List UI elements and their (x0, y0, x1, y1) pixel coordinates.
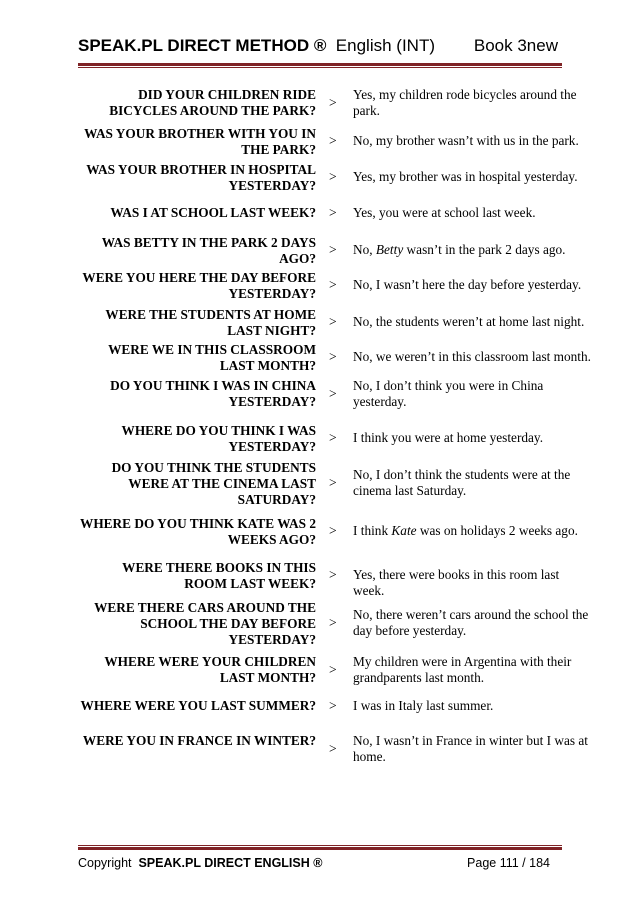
answer-text: Yes, there were books in this room last week. (353, 567, 560, 598)
arrow-marker: > (329, 475, 337, 490)
answer-text: Yes, my brother was in hospital yesterday. (353, 169, 578, 184)
arrow-marker: > (329, 615, 337, 630)
answer-text: No, I don’t think the students were at the cinema last Saturday. (353, 467, 571, 498)
arrow-marker: > (329, 386, 337, 401)
question-text: WERE THE STUDENTS AT HOME LAST NIGHT? (105, 307, 316, 338)
answer-text-start: No, (353, 242, 376, 257)
question-text: WAS YOUR BROTHER WITH YOU IN THE PARK? (84, 126, 316, 157)
arrow-marker: > (329, 741, 337, 756)
question-text: WHERE WERE YOU LAST SUMMER? (80, 698, 316, 713)
answer-name-italic: Kate (391, 523, 417, 538)
answer-text-end: was on holidays 2 weeks ago. (416, 523, 578, 538)
question-text: WERE YOU HERE THE DAY BEFORE YESTERDAY? (82, 270, 316, 301)
question-text: WERE WE IN THIS CLASSROOM LAST MONTH? (108, 342, 316, 373)
answer-text: No, there weren’t cars around the school the day before yesterday. (353, 607, 589, 638)
header-rule-thin (78, 67, 562, 68)
question-text: WERE THERE CARS AROUND THE SCHOOL THE DAY BEFORE YESTERDAY? (94, 600, 316, 647)
question-text: WAS YOUR BROTHER IN HOSPITAL YESTERDAY? (86, 162, 316, 193)
footer-copyright-label: Copyright (78, 856, 132, 870)
answer-text (353, 523, 593, 539)
arrow-marker: > (329, 133, 337, 148)
arrow-marker: > (329, 205, 337, 220)
answer-text: No, my brother wasn’t with us in the park. (353, 133, 579, 148)
answer-text: No, I don’t think you were in China yesterday. (353, 378, 544, 409)
arrow-marker: > (329, 95, 337, 110)
arrow-marker: > (329, 242, 337, 257)
arrow-marker: > (329, 430, 337, 445)
answer-text (353, 242, 593, 258)
arrow-marker: > (329, 277, 337, 292)
answer-text: No, the students weren’t at home last night. (353, 314, 585, 329)
question-text: WHERE DO YOU THINK I WAS YESTERDAY? (121, 423, 316, 454)
answer-text: No, I wasn’t here the day before yesterday. (353, 277, 582, 292)
answer-text: No, we weren’t in this classroom last month. (353, 349, 591, 364)
answer-text: Yes, my children rode bicycles around the park. (353, 87, 577, 118)
arrow-marker: > (329, 314, 337, 329)
answer-text: I think you were at home yesterday. (353, 430, 544, 445)
answer-text: I was in Italy last summer. (353, 698, 494, 713)
question-text: DO YOU THINK THE STUDENTS WERE AT THE CINEMA LAST SATURDAY? (111, 460, 316, 507)
question-text: DO YOU THINK I WAS IN CHINA YESTERDAY? (110, 378, 316, 409)
question-text: DID YOUR CHILDREN RIDE BICYCLES AROUND THE PARK? (109, 87, 316, 118)
arrow-marker: > (329, 349, 337, 364)
page-header (78, 36, 562, 62)
arrow-marker: > (329, 523, 337, 538)
footer-page-number: Page 111 / 184 (467, 856, 550, 870)
answer-text: Yes, you were at school last week. (353, 205, 536, 220)
question-text: WHERE DO YOU THINK KATE WAS 2 WEEKS AGO? (80, 516, 316, 547)
answer-text-end: wasn’t in the park 2 days ago. (403, 242, 566, 257)
answer-text-start: I think (353, 523, 392, 538)
header-title (78, 36, 435, 56)
question-text: WAS I AT SCHOOL LAST WEEK? (110, 205, 316, 220)
footer-copyright-bold: SPEAK.PL DIRECT ENGLISH ® (138, 856, 323, 870)
arrow-marker: > (329, 169, 337, 184)
footer-rule-thin (78, 845, 562, 846)
answer-text: No, I wasn’t in France in winter but I was at home. (353, 733, 588, 764)
arrow-marker: > (329, 567, 337, 582)
question-text: WERE THERE BOOKS IN THIS ROOM LAST WEEK? (122, 560, 316, 591)
header-rule-thick (78, 63, 562, 66)
header-book: Book 3new (473, 36, 558, 55)
header-title-bold: SPEAK.PL DIRECT METHOD ® (78, 36, 327, 55)
header-title-rest: English (INT) (335, 36, 435, 55)
arrow-marker: > (329, 698, 337, 713)
answer-text: My children were in Argentina with their grandparents last month. (353, 654, 572, 685)
footer-copyright (78, 856, 322, 870)
question-text: WHERE WERE YOUR CHILDREN LAST MONTH? (104, 654, 316, 685)
arrow-marker: > (329, 662, 337, 677)
answer-name-italic: Betty (375, 242, 404, 257)
footer-rule-thick (78, 847, 562, 850)
question-text: WAS BETTY IN THE PARK 2 DAYS AGO? (101, 235, 316, 266)
question-text: WERE YOU IN FRANCE IN WINTER? (82, 733, 316, 748)
